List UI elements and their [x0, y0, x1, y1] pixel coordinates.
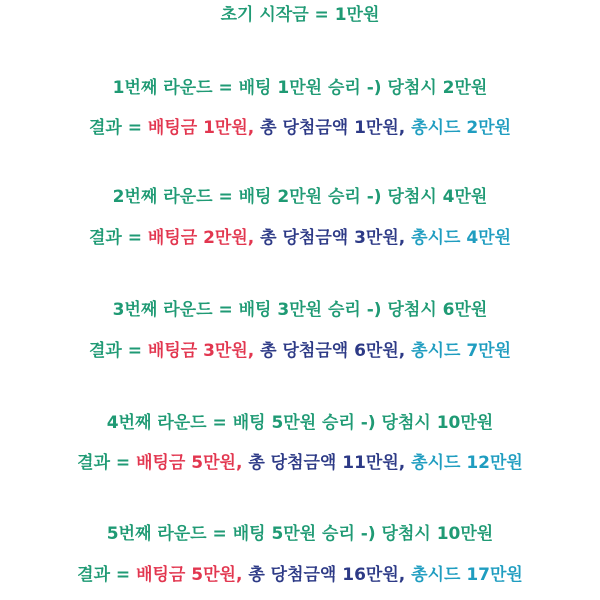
total-winnings: 총 당첨금액 11만원 [248, 453, 399, 473]
initial-stake-line: 초기 시작금 = 1만원 [220, 5, 380, 25]
round-1-description: 1번째 라운드 = 배팅 1만원 승리 -) 당첨시 2만원 [112, 78, 488, 98]
result-label: 결과 = [77, 565, 137, 585]
round-1-result [0, 117, 600, 139]
bet-amount: 배팅금 3만원 [147, 341, 248, 361]
separator: , [398, 341, 412, 361]
round-3-result [0, 340, 600, 362]
bet-amount: 배팅금 5만원 [136, 453, 236, 473]
total-seed: 총시드 7만원 [411, 341, 512, 361]
round-2-description: 2번째 라운드 = 배팅 2만원 승리 -) 당첨시 4만원 [112, 187, 488, 207]
separator: , [247, 341, 261, 361]
bet-amount: 배팅금 1만원 [147, 118, 248, 138]
separator: , [247, 118, 261, 138]
bet-amount: 배팅금 2만원 [147, 228, 248, 248]
round-5-description: 5번째 라운드 = 배팅 5만원 승리 -) 당첨시 10만원 [106, 524, 494, 544]
separator: , [398, 453, 412, 473]
total-seed: 총시드 17만원 [411, 565, 523, 585]
round-4-result [0, 452, 600, 474]
separator: , [398, 118, 412, 138]
total-winnings: 총 당첨금액 16만원 [248, 565, 399, 585]
separator: , [247, 228, 261, 248]
round-2-result [0, 227, 600, 249]
total-winnings: 총 당첨금액 1만원 [260, 118, 399, 138]
total-seed: 총시드 12만원 [411, 453, 523, 473]
result-label: 결과 = [88, 341, 148, 361]
total-seed: 총시드 2만원 [411, 118, 512, 138]
bet-amount: 배팅금 5만원 [136, 565, 236, 585]
total-winnings: 총 당첨금액 3만원 [260, 228, 399, 248]
result-label: 결과 = [77, 453, 137, 473]
total-winnings: 총 당첨금액 6만원 [260, 341, 399, 361]
separator: , [398, 228, 412, 248]
separator: , [235, 565, 249, 585]
result-label: 결과 = [88, 118, 148, 138]
separator: , [398, 565, 412, 585]
round-3-description: 3번째 라운드 = 배팅 3만원 승리 -) 당첨시 6만원 [112, 300, 488, 320]
round-4-description: 4번째 라운드 = 배팅 5만원 승리 -) 당첨시 10만원 [106, 413, 494, 433]
total-seed: 총시드 4만원 [411, 228, 512, 248]
round-5-result [0, 564, 600, 586]
separator: , [235, 453, 249, 473]
result-label: 결과 = [88, 228, 148, 248]
